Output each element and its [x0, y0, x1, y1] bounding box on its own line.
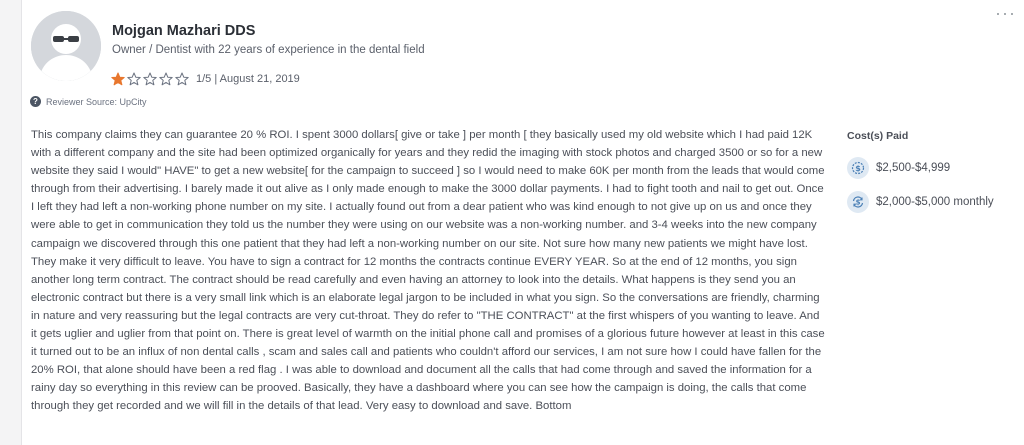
avatar [31, 11, 101, 81]
costs-heading: Cost(s) Paid [847, 130, 909, 142]
rating-score: 1/5 [196, 73, 212, 85]
cost-item [847, 157, 950, 179]
svg-text:$: $ [855, 198, 861, 207]
reviewer-source-label: Reviewer Source: UpCity [46, 96, 147, 107]
star-empty-icon [159, 72, 173, 86]
reviewer-name: Mojgan Mazhari DDS [112, 23, 256, 39]
cost-item [847, 191, 994, 213]
help-icon[interactable]: ? [30, 96, 41, 107]
star-rating [111, 72, 191, 86]
star-empty-icon [127, 72, 141, 86]
more-options-icon[interactable]: ··· [995, 3, 1016, 23]
recurring-dollar-icon [847, 191, 869, 213]
star-empty-icon [143, 72, 157, 86]
star-filled-icon [111, 72, 125, 86]
rating-row [111, 71, 300, 87]
dollar-icon [847, 157, 869, 179]
star-empty-icon [175, 72, 189, 86]
review-card [21, 0, 1024, 445]
review-text: This company claims they can guarantee 20 % ROI. I spent 3000 dollars[ give or take ] per month [ they basically used my old website which I had paid 12K with a different company and the site had been optimized organically for years and they redid the imaging with stock photos and charged 3500 or so for a new website they said I would" HAVE" to get a new website[ for the campaign to succeed ] so I would need to make 60K per month from the leads that would come through from their advertising. I barely made it out alive as I only made enough to make the 3000 dollar payments. I had to fight tooth and nail to get out. Once I left they had left a non-working phone number on my site. I actually found out from a dear patient who was kind enough to not give up on us and once they were able to get in communication they told us the number they were using on our website was a non-working number. and 3-4 weeks into the new company campaign we discovered through this one patient that they had left a non-working number on our site. Not sure how many new patients we might have lost. They make it very difficult to leave. You have to sign a contract for 12 months the contracts continue EVERY YEAR. So at the end of 12 months, you sign another long term contract. The contract should be read carefully and even having an attorney to look into the details. What happens is they send you an electronic contract but there is a very small link which is an elaborate legal jargon to be included in what you sign. So the conversations are friendly, charming in nature and very reassuring but the legal contracts are very cut-throat. They do refer to "THE CONTRACT" at the first whispers of you wanting to leave. And it gets uglier and uglier from that point on. There is great level of warmth on the initial phone call and promises of a glorious future however at least in this case it turned out to be an influx of non dental calls , scam and sales call and patients who couldn't afford our services, I am not sure how I could have fallen for the 20% ROI, that alone should have been a red flag . I was able to download and document all the calls that had come through and saved the information for a rainy day so everything in this review can be prooved. Basically, they have a dashboard where you can see how the campaign is doing, the calls that come through they get recorded and we will fill in the details of that lead. Very easy to download and save. Bottom [31, 129, 825, 413]
review-date: August 21, 2019 [219, 73, 300, 85]
cost-item-label: $2,000-$5,000 monthly [876, 196, 994, 208]
cost-item-label: $2,500-$4,999 [876, 162, 951, 174]
rating-text [196, 73, 300, 85]
reviewer-source [30, 96, 147, 107]
rating-separator: | [211, 73, 220, 85]
reviewer-role: Owner / Dentist with 22 years of experience in the dental field [112, 44, 425, 56]
svg-text:$: $ [855, 164, 861, 173]
